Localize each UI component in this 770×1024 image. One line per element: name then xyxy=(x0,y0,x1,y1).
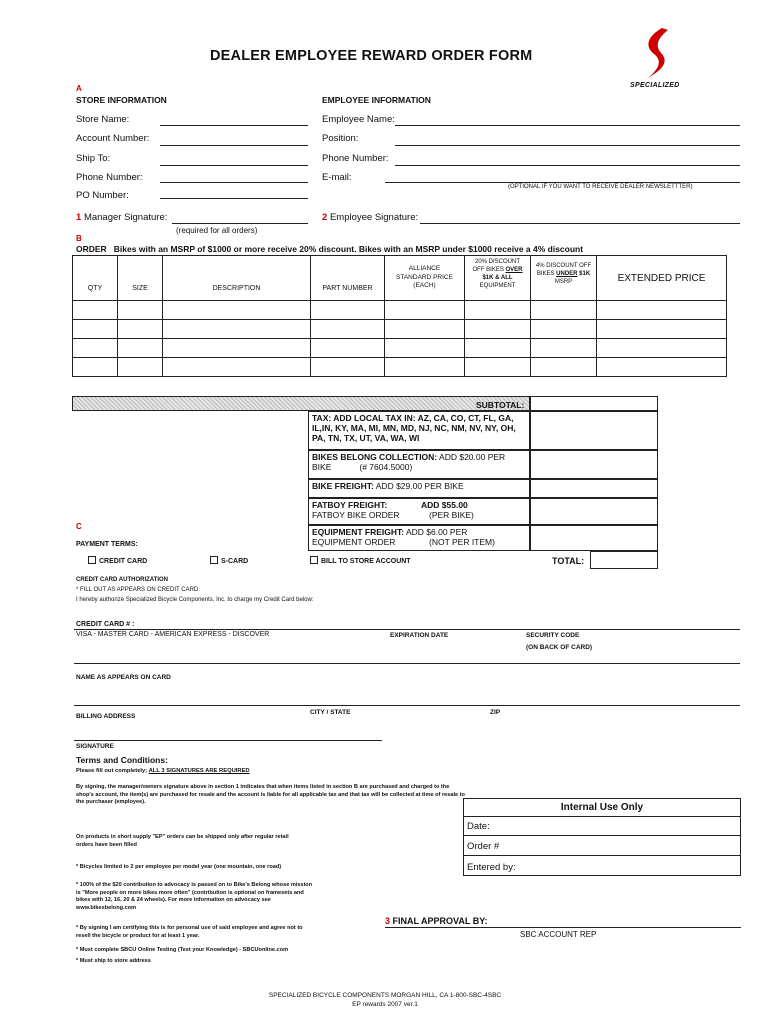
section-c-letter: C xyxy=(76,522,82,531)
billing-address-label: BILLING ADDRESS xyxy=(76,713,136,720)
terms-paragraph-6: * Must complete SBCU Online Testing (Test your Knowledge) - SBCUonline.com xyxy=(76,947,289,953)
terms-paragraph-3: * Bicycles limited to 2 per employee per model year (one mountain, one road) xyxy=(76,864,282,870)
internal-use-box xyxy=(463,798,741,876)
terms-heading: Terms and Conditions: xyxy=(76,755,168,765)
store-name-field[interactable] xyxy=(160,125,308,126)
terms-fill-note: Please fill out completely; ALL 3 SIGNATURES ARE REQUIRED xyxy=(76,768,250,774)
ship-to-field[interactable] xyxy=(160,165,308,166)
s-card-option[interactable]: S-CARD xyxy=(210,556,248,565)
table-row[interactable] xyxy=(73,358,727,377)
alliance-price-header: ALLIANCE STANDARD PRICE (EACH) xyxy=(385,256,465,301)
equipment-freight-cell: EQUIPMENT FREIGHT: ADD $6.00 PER EQUIPMENT ORDER (NOT PER ITEM) xyxy=(308,525,530,551)
s-card-checkbox[interactable] xyxy=(210,556,218,564)
footer-company: SPECIALIZED BICYCLE COMPONENTS MORGAN HILL, CA 1-800-SBC-4SBC xyxy=(268,992,502,999)
terms-paragraph-2: On products in short supply "EP" orders can be shipped only after regular retail orders have been filled xyxy=(76,834,289,848)
fatboy-freight-cell: FATBOY FREIGHT: ADD $55.00 FATBOY BIKE ORDER (PER BIKE) xyxy=(308,498,530,525)
employee-signature-field[interactable] xyxy=(420,223,740,224)
account-number-label: Account Number: xyxy=(76,133,150,144)
employee-info-heading: EMPLOYEE INFORMATION xyxy=(322,95,431,105)
newsletter-note: (OPTIONAL IF YOU WANT TO RECEIVE DEALER NEWSLETTTER) xyxy=(508,184,693,190)
terms-paragraph-7: * Must ship to store address xyxy=(76,958,151,964)
po-number-field[interactable] xyxy=(160,198,308,199)
total-field[interactable] xyxy=(590,551,658,569)
form-title: DEALER EMPLOYEE REWARD ORDER FORM xyxy=(210,48,533,64)
bikes-belong-amount-field[interactable] xyxy=(530,450,658,479)
internal-date-label: Date: xyxy=(467,821,490,832)
equipment-freight-amount-field[interactable] xyxy=(530,525,658,551)
sig2-number: 2 xyxy=(322,212,328,223)
bike-freight-cell: BIKE FREIGHT: ADD $29.00 PER BIKE xyxy=(308,479,530,498)
security-code-label: SECURITY CODE xyxy=(526,632,580,639)
payment-terms-label: PAYMENT TERMS: xyxy=(76,541,138,548)
employee-name-field[interactable] xyxy=(395,125,740,126)
sig3-number: 3 xyxy=(385,916,391,926)
discount-4-header: 4% DISCOUNT OFF BIKES UNDER $1K MSRP xyxy=(531,256,597,301)
cc-number-label: CREDIT CARD # : xyxy=(76,621,135,628)
fatboy-freight-amount-field[interactable] xyxy=(530,498,658,525)
internal-entered-label: Entered by: xyxy=(467,862,516,873)
description-header: DESCRIPTION xyxy=(163,256,311,301)
card-details-line[interactable] xyxy=(74,663,740,664)
store-phone-field[interactable] xyxy=(160,182,308,183)
table-row[interactable] xyxy=(73,339,727,358)
manager-signature-label: 1 Manager Signature: xyxy=(76,212,168,223)
expiration-label: EXPIRATION DATE xyxy=(390,632,449,639)
size-header: SIZE xyxy=(118,256,163,301)
credit-card-option[interactable]: CREDIT CARD xyxy=(88,556,147,565)
table-row[interactable] xyxy=(73,301,727,320)
cc-auth-heading: CREDIT CARD AUTHORIZATION xyxy=(76,577,168,583)
discount-20-header: 20% DISCOUNT OFF BIKES OVER $1K & ALL EQUIPMENT xyxy=(465,256,531,301)
email-label: E-mail: xyxy=(322,172,352,183)
email-field[interactable] xyxy=(385,182,740,183)
manager-signature-field[interactable] xyxy=(172,223,308,224)
total-label: TOTAL: xyxy=(552,556,585,566)
bikes-belong-cell: BIKES BELONG COLLECTION: ADD $20.00 PER BIKE (# 7604.5000) xyxy=(308,450,530,479)
signature-field[interactable] xyxy=(74,740,382,741)
employee-signature-label: 2 Employee Signature: xyxy=(322,212,419,223)
position-field[interactable] xyxy=(395,145,740,146)
subtotal-shaded-area xyxy=(72,396,530,411)
part-number-header: PART NUMBER xyxy=(311,256,385,301)
subtotal-label: SUBTOTAL: xyxy=(476,400,525,410)
final-approval-label: 3 FINAL APPROVAL BY: xyxy=(385,916,488,926)
qty-header: QTY xyxy=(73,256,118,301)
specialized-logo xyxy=(622,24,692,94)
name-on-card-label: NAME AS APPEARS ON CARD xyxy=(76,674,171,681)
employee-name-label: Employee Name: xyxy=(322,114,395,125)
store-info-heading: STORE INFORMATION xyxy=(76,95,167,105)
order-heading: ORDER Bikes with an MSRP of $1000 or more receive 20% discount. Bikes with an MSRP under $1000 receive a 4% discount xyxy=(76,244,584,254)
employee-phone-label: Phone Number: xyxy=(322,153,389,164)
name-on-card-field[interactable] xyxy=(74,705,740,706)
footer-version: EP rewards 2007 ver.1 xyxy=(352,1001,418,1008)
city-state-label: CITY / STATE xyxy=(310,709,351,716)
table-row[interactable] xyxy=(73,320,727,339)
terms-paragraph-5: * By signing I am certifying this is for personal use of said employee and agree not to resell the bicycle or product for at least 1 year. xyxy=(76,925,303,939)
extended-price-header: EXTENDED PRICE xyxy=(597,256,727,301)
sbc-account-rep-label: SBC ACCOUNT REP xyxy=(520,930,597,939)
security-code-note: (ON BACK OF CARD) xyxy=(526,644,593,651)
order-table xyxy=(72,255,727,377)
internal-use-heading: Internal Use Only xyxy=(560,802,644,813)
tax-cell: TAX: ADD LOCAL TAX IN: AZ, CA, CO, CT, FL, GA, IL,IN, KY, MA, MI, MN, MD, NJ, NC, NM, NV, NY, OH, PA, TN, TX, UT, VA, WA, WI xyxy=(308,411,530,450)
authorize-text: I hereby authorize Specialized Bicycle Components, Inc. to charge my Credit Card below: xyxy=(76,597,314,603)
tax-amount-field[interactable] xyxy=(530,411,658,450)
bike-freight-amount-field[interactable] xyxy=(530,479,658,498)
final-approval-field[interactable] xyxy=(385,927,741,928)
subtotal-field[interactable] xyxy=(530,396,658,411)
sig1-number: 1 xyxy=(76,212,82,223)
signature-label: SIGNATURE xyxy=(76,743,114,750)
section-a-letter: A xyxy=(76,84,82,93)
zip-label: ZIP xyxy=(490,709,501,716)
store-name-label: Store Name: xyxy=(76,114,130,125)
account-number-field[interactable] xyxy=(160,145,308,146)
bill-to-store-checkbox[interactable] xyxy=(310,556,318,564)
sig1-required-note: (required for all orders) xyxy=(176,226,258,235)
terms-paragraph-1: By signing, the manager/owners signature above in section 1 indicates that when items listed in section B are purchased and charged to the shop's account, the item(s) are purchased for resale and the account is liable for all applicable tax and that tax will be collected at time of resale to the purchaser (employee). xyxy=(76,784,465,806)
credit-card-checkbox[interactable] xyxy=(88,556,96,564)
ship-to-label: Ship To: xyxy=(76,153,111,164)
cc-number-field[interactable] xyxy=(74,629,740,630)
position-label: Position: xyxy=(322,133,359,144)
internal-order-label: Order # xyxy=(467,841,500,852)
brand-wordmark: SPECIALIZED xyxy=(630,82,680,89)
section-b-letter: B xyxy=(76,234,82,243)
fill-out-note: * FILL OUT AS APPEARS ON CREDIT CARD xyxy=(76,587,199,593)
store-phone-label: Phone Number: xyxy=(76,172,143,183)
bill-to-store-option[interactable]: BILL TO STORE ACCOUNT xyxy=(310,556,411,565)
card-types: VISA - MASTER CARD - AMERICAN EXPRESS - DISCOVER xyxy=(76,631,270,638)
terms-paragraph-4: * 100% of the $20 contribution to advocacy is passed on to Bike's Belong whose mission is "More people on more bikes more often" (contribution is optional on framesets and bikes with 12, 16, 20 & 24 wheels). For more information on advocacy see www.bikesbelong.com xyxy=(76,882,313,911)
employee-phone-field[interactable] xyxy=(395,165,740,166)
po-number-label: PO Number: xyxy=(76,190,129,201)
